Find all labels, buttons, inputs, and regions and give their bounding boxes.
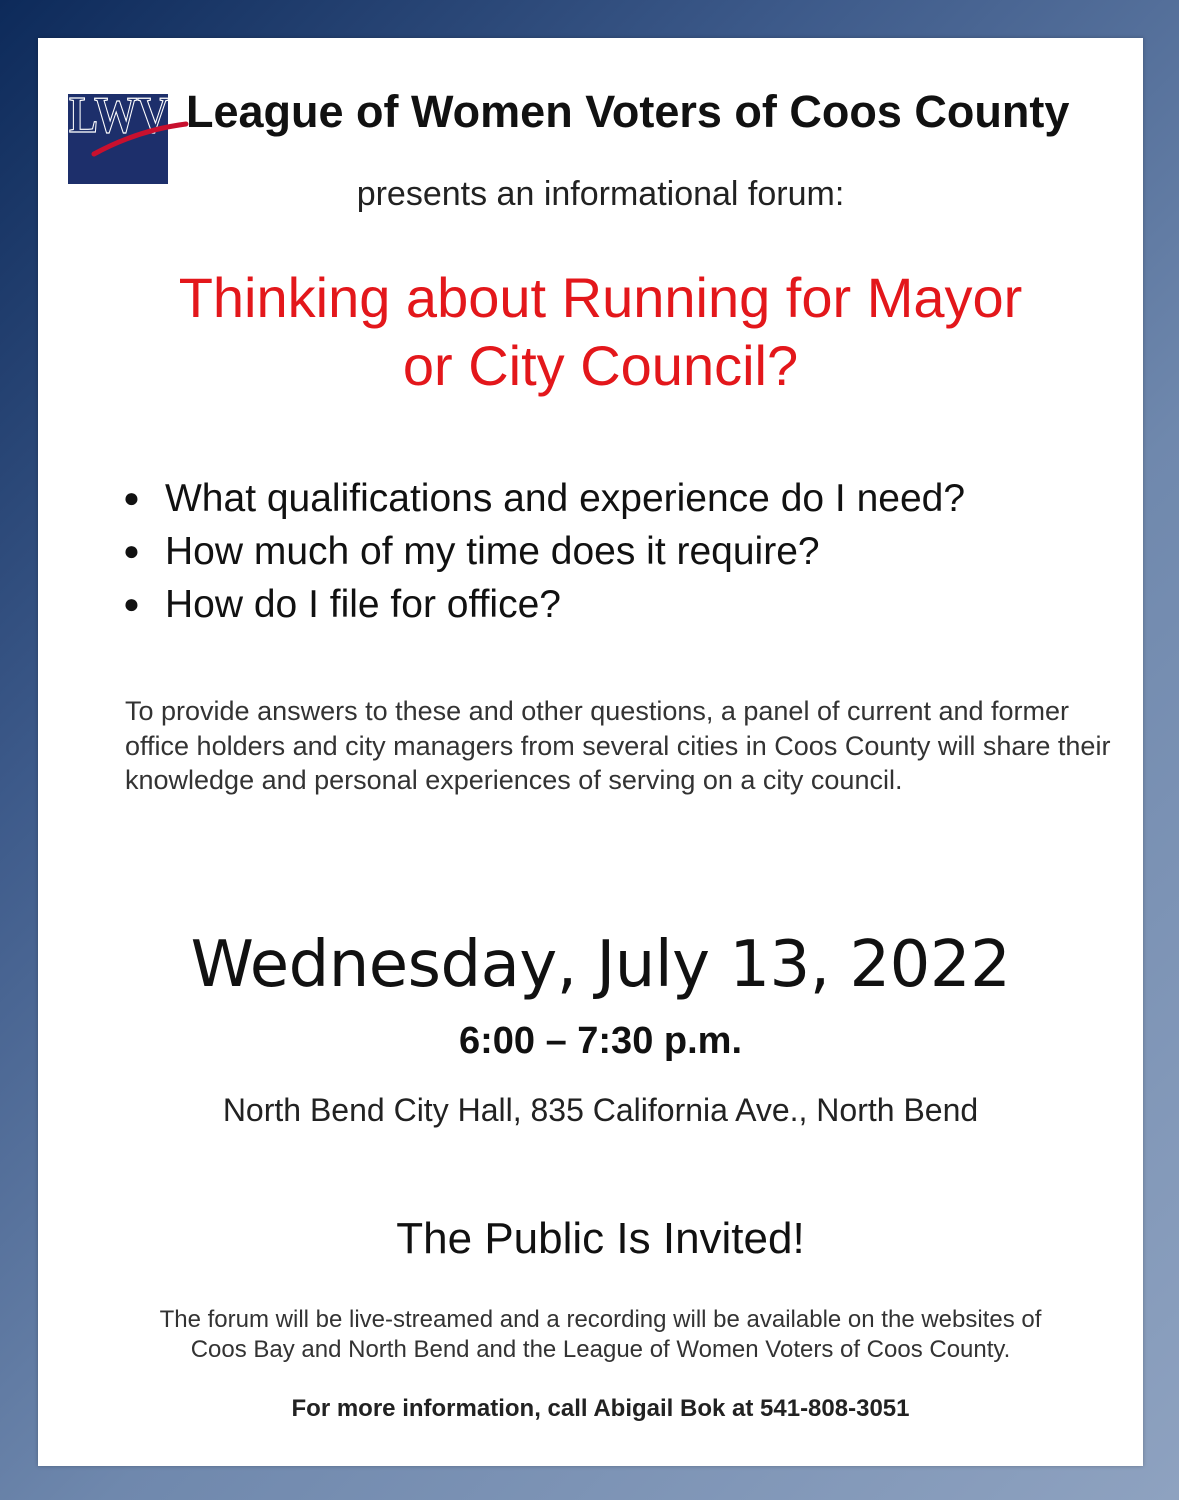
question-text: How do I file for office? — [165, 583, 561, 626]
headline — [38, 264, 1163, 400]
bullet-icon: ● — [123, 588, 140, 619]
contact-info: For more information, call Abigail Bok at 541-808-3051 — [291, 1395, 910, 1422]
event-date: Wednesday, July 13, 2022 — [190, 928, 1011, 1002]
event-time: 6:00 – 7:30 p.m. — [458, 1020, 743, 1062]
event-location: North Bend City Hall, 835 California Ave., North Bend — [222, 1092, 979, 1128]
question-text: How much of my time does it require? — [165, 530, 820, 573]
question-item — [123, 525, 965, 578]
public-invite: The Public Is Invited! — [396, 1214, 805, 1263]
logo-text: LWV — [69, 87, 169, 144]
organization-name: League of Women Voters of Coos County — [186, 86, 1070, 137]
question-item — [123, 472, 965, 525]
headline-line-1: Thinking about Running for Mayor — [178, 266, 1023, 329]
flyer — [38, 38, 1143, 1466]
livestream-line-2: Coos Bay and North Bend and the League of Women Voters of Coos County. — [190, 1336, 1011, 1363]
bullet-icon: ● — [123, 535, 140, 566]
question-item — [123, 578, 965, 631]
question-text: What qualifications and experience do I need? — [165, 477, 966, 520]
lwv-logo-icon — [68, 80, 170, 184]
headline-line-2: or City Council? — [402, 334, 799, 397]
presents-line: presents an informational forum: — [356, 175, 845, 213]
livestream-note — [98, 1305, 1103, 1365]
livestream-line-1: The forum will be live-streamed and a recording will be available on the websites of — [159, 1306, 1042, 1333]
question-list — [123, 472, 965, 631]
description-paragraph: To provide answers to these and other questions, a panel of current and former office holders and city managers from several cities in Coos County will share their knowledge and personal experiences of serving on a city council. — [125, 696, 1111, 795]
bullet-icon: ● — [123, 482, 140, 513]
